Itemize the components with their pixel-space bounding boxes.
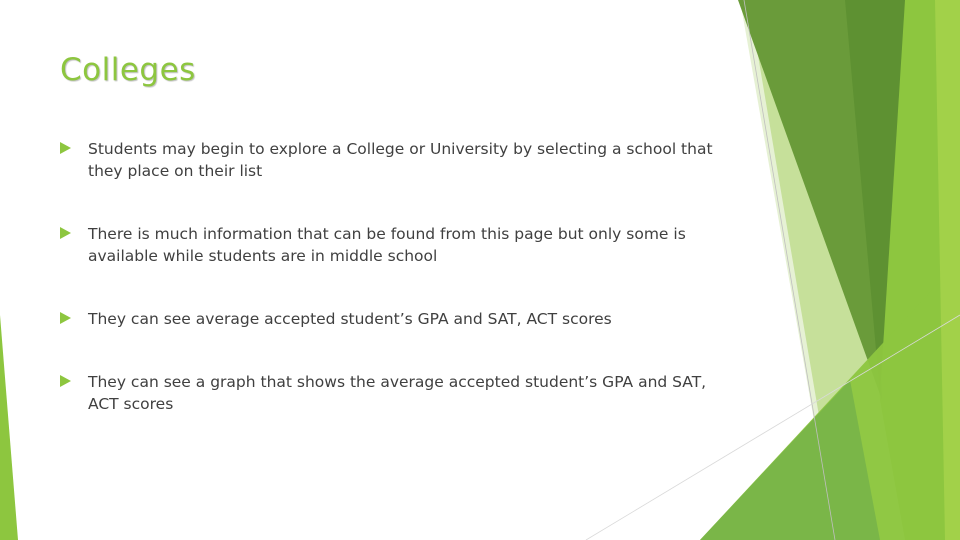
bullet-text: They can see a graph that shows the average accepted student’s GPA and SAT, ACT scores — [88, 373, 707, 413]
right-facet-bottom-light — [700, 380, 880, 540]
left-accent-shape — [0, 315, 18, 540]
triangle-right-icon — [60, 375, 71, 387]
bullet-text: They can see average accepted student’s GPA and SAT, ACT scores — [88, 310, 612, 328]
bullet-item — [60, 371, 720, 415]
bullet-item — [60, 308, 720, 330]
bullet-text: Students may begin to explore a College or University by selecting a school that they place on their list — [88, 140, 713, 180]
bullet-list — [60, 138, 720, 456]
triangle-right-icon — [60, 312, 71, 324]
bullet-text: There is much information that can be found from this page but only some is available while students are in middle school — [88, 225, 686, 265]
triangle-right-icon — [60, 227, 71, 239]
triangle-right-icon — [60, 142, 71, 154]
bullet-item — [60, 223, 720, 267]
bullet-item — [60, 138, 720, 182]
slide-title: Colleges — [60, 52, 196, 88]
